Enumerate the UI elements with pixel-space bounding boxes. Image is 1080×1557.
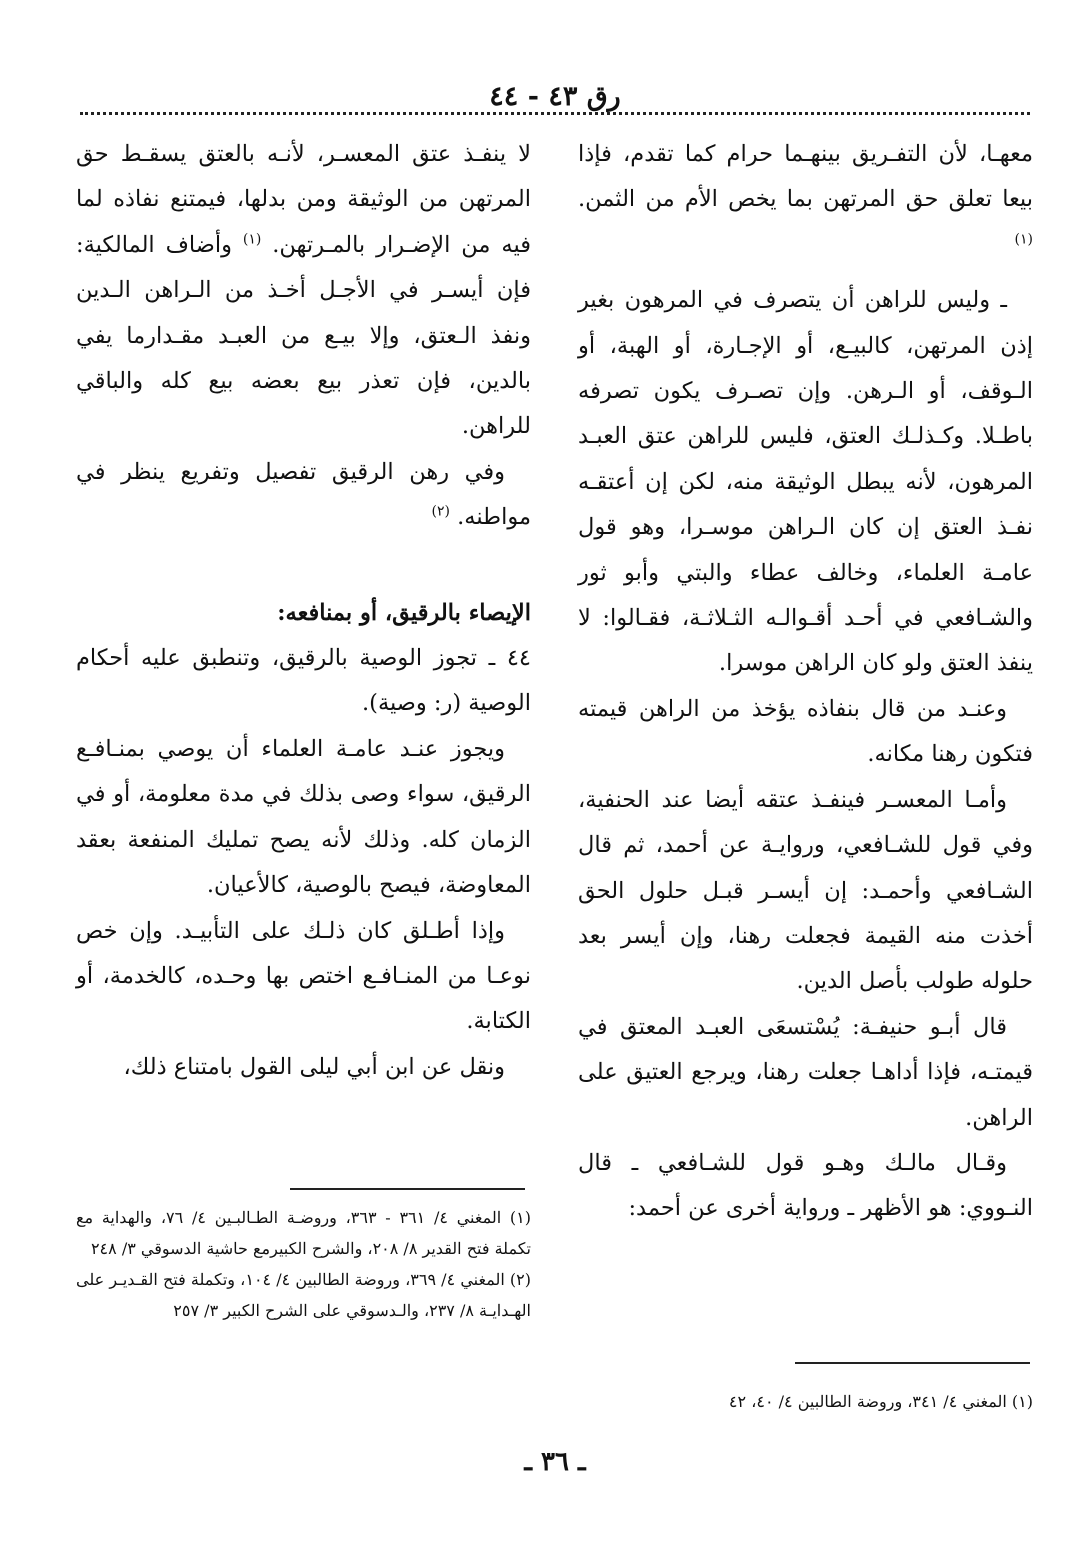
paragraph — [76, 132, 531, 450]
paragraph: وقـال مالـك وهـو قول للشـافعي ـ قال النـووي: هو الأظهر ـ ورواية أخرى عن أحمد: — [578, 1149, 1033, 1222]
paragraph: وأمـا المعسـر فينفـذ عتقه أيضا عند الحنفية، وفي قول للشـافعي، وروايـة عن أحمد، ثم قال الشـافعي وأحمـد: إن أيسـر قبـل حلول الحق أخذت منه القيمة فجعلت رهنا، وإن أيسر بعد حلوله طولب بأصل الدين. — [578, 786, 1033, 995]
paragraph: ويجوز عنـد عامـة العلماء أن يوصي بمنـافـع الرقيق، سواء وصى بذلك في مدة معلومة، أو في الزمان كله. وذلك لأنه يصح تمليك المنفعة بعقد المعاوضة، فيصح بالوصية، كالأعيان. — [76, 735, 531, 899]
paragraph — [578, 132, 1033, 268]
footnote-ref: (١) — [242, 231, 262, 248]
footnotes-left — [76, 1202, 531, 1326]
paragraph: وعنـد من قال بنفاذه يؤخذ من الراهن قيمته فتكون رهنا مكانه. — [578, 695, 1033, 768]
right-column — [578, 132, 1033, 1342]
footnote: (١) المغني ٤/ ٣٤١، وروضة الطالبين ٤/ ٤٠، ٤٢ — [728, 1392, 1033, 1411]
footnote-separator — [795, 1362, 1030, 1364]
paragraph-text: معهـا، لأن التفـريق بينهـما حرام كما تقدم، فإذا بيعا تعلق حق المرتهن بما يخص الأم من الثمن. — [578, 141, 1033, 213]
paragraph: ٤٤ ـ تجوز الوصية بالرقيق، وتنطبق عليه أحكام الوصية (ر: وصية). — [76, 645, 531, 717]
paragraph-text: وفي رهن الرقيق تفصيل وتفريع ينظر في مواطنه. — [76, 458, 531, 531]
paragraph: ـ وليس للراهن أن يتصرف في المرهون بغير إذن المرتهن، كالبيـع، أو الإجـارة، أو الهبة، أو الـوقف، أو الـرهن. وإن تصـرف يكون تصرفه باطـلا. وكـذلـك العتق، فليس للراهن عتق العبـد المرهون، لأنه يبطل الوثيقة منه، لكن إن أعتقـه نفـذ العتق إن كان الـراهن موسـرا، وهو قول عامـة العلماء، وخالف عطاء والبتي وأبو ثور والشـافعي في أحـد أقـوالـه الثـلاثـة، فقـالوا: لا ينفذ العتق ولو كان الراهن موسرا. — [578, 287, 1033, 677]
footnotes-right — [578, 1386, 1033, 1417]
footnote-ref: (١) — [1014, 231, 1033, 248]
paragraph-text: لا ينفـذ عتق المعسـر، لأنـه بالعتق يسقـط حق المرتهن من الوثيقة ومن بدلها، فيمتنع نفاذه لما فيه من الإضـرار بالمـرتهن. — [76, 141, 531, 258]
paragraph: ونقل عن ابن أبي ليلى القول بامتناع ذلك، — [123, 1053, 505, 1080]
footnote: (١) المغني ٤/ ٣٦١ - ٣٦٣، وروضـة الطـالبـين ٤/ ٧٦، والهداية مع تكملة فتح القدير ٨/ ٢٠٨، والشرح الكبيرمع حاشية الدسوقي ٣/ ٢٤٨ — [76, 1208, 531, 1258]
page-number: ـ ٣٦ ـ — [524, 1447, 586, 1477]
paragraph — [76, 450, 531, 541]
footnote: (٢) المغني ٤/ ٣٦٩، وروضة الطالبين ٤/ ١٠٤، وتكملة فتح القـديـر على الهـدايـة ٨/ ٢٣٧، والـدسوقي على الشرح الكبير ٣/ ٢٥٧ — [76, 1270, 532, 1320]
footnote-ref: (٢) — [431, 503, 450, 520]
paragraph-text: وأضاف المالكية: فإن أيسـر في الأجـل أخـذ من الـراهن الـدين ونفذ الـعتق، وإلا بيـع من العبـد مقـدارما يفي بالدين، فإن تعذر بيع بعضه بيع كله والباقي للراهن. — [76, 231, 531, 440]
left-column — [76, 132, 531, 1172]
paragraph: قال أبـو حنيفـة: يُسْتسعَى العبـد المعتق في قيمتـه، فإذا أداهـا جعلت رهنا، ويرجع العتيق على الراهن. — [578, 1013, 1033, 1131]
header-dotted-rule — [80, 112, 1030, 115]
footnote-separator — [290, 1188, 525, 1190]
paragraph: وإذا أطـلق كان ذلـك على التأبيـد. وإن خص نوعـا من المنـافـع اختص بها وحـده، كالخدمة، أو الكتابة. — [76, 917, 531, 1035]
running-header: رق ٤٣ - ٤٤ — [489, 81, 621, 112]
section-heading: الإيصاء بالرقيق، أو بمنافعه: — [277, 599, 531, 626]
